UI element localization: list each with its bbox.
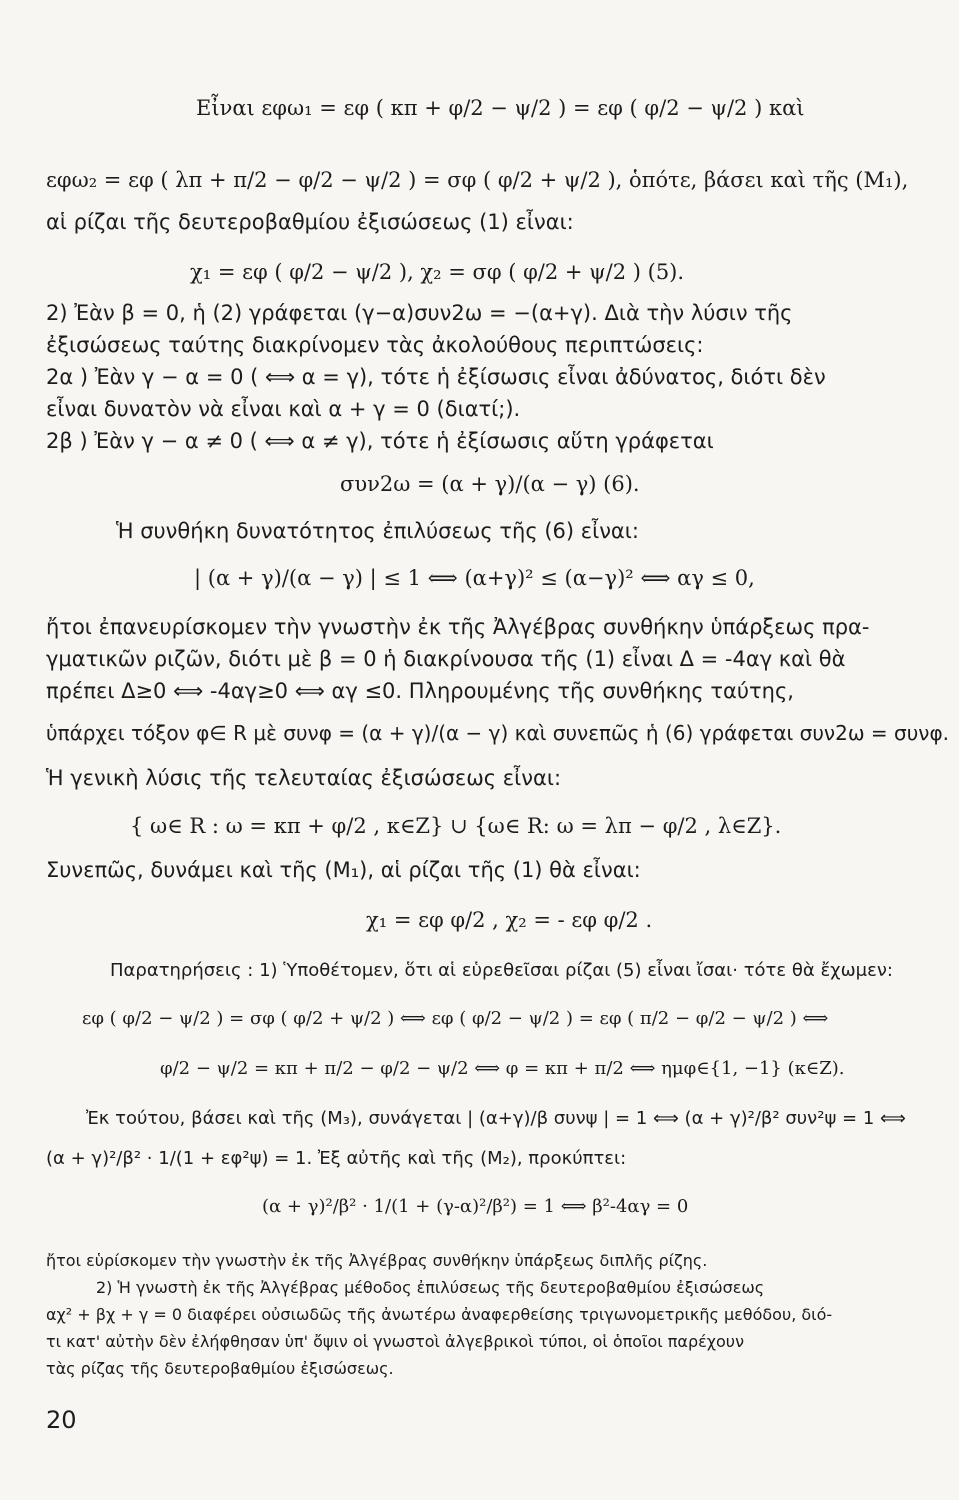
text-line: 2α ) Ἐὰν γ − α = 0 ( ⟺ α = γ), τότε ἡ ἐξίσωσις εἶναι ἀδύνατος, διότι δὲν xyxy=(46,365,826,389)
equation-line: | (α + γ)/(α − γ) | ≤ 1 ⟺ (α+γ)² ≤ (α−γ)² ⟺ αγ ≤ 0, xyxy=(194,566,755,590)
equation-line: χ₁ = εφ φ/2 , χ₂ = - εφ φ/2 . xyxy=(366,908,653,932)
equation-line: (α + γ)²/β² · 1/(1 + (γ-α)²/β²) = 1 ⟺ β²-4αγ = 0 xyxy=(262,1196,689,1217)
text-line: 2) Ἐὰν β = 0, ἡ (2) γράφεται (γ−α)συν2ω = −(α+γ). Διὰ τὴν λύσιν τῆς xyxy=(46,301,793,325)
text-line: Ἡ γενικὴ λύσις τῆς τελευταίας ἐξισώσεως εἶναι: xyxy=(46,766,562,790)
text-line: ἤτοι ἐπανευρίσκομεν τὴν γνωστὴν ἐκ τῆς Ἀλγέβρας συνθήκην ὑπάρξεως πρα- xyxy=(46,615,870,639)
text-line: Ἡ συνθήκη δυνατότητος ἐπιλύσεως τῆς (6) εἶναι: xyxy=(116,519,639,543)
text-line: Συνεπῶς, δυνάμει καὶ τῆς (Μ₁), αἱ ρίζαι τῆς (1) θὰ εἶναι: xyxy=(46,858,641,882)
page-number: 20 xyxy=(46,1406,77,1434)
text-line: (α + γ)²/β² · 1/(1 + εφ²ψ) = 1. Ἐξ αὐτῆς καὶ τῆς (Μ₂), προκύπτει: xyxy=(46,1148,627,1169)
text-line: ἐξισώσεως ταύτης διακρίνομεν τὰς ἀκολούθους περιπτώσεις: xyxy=(46,333,704,357)
text-line: τὰς ρίζας τῆς δευτεροβαθμίου ἐξισώσεως. xyxy=(46,1359,394,1378)
text-line: τι κατ' αὐτὴν δὲν ἐλήφθησαν ὑπ' ὄψιν οἱ γνωστοὶ ἀλγεβρικοὶ τύποι, οἱ ὁποῖοι παρέχουν xyxy=(46,1332,744,1351)
equation-line: { ω∈ R : ω = κπ + φ/2 , κ∈Z} ∪ {ω∈ R: ω = λπ − φ/2 , λ∈Z}. xyxy=(130,814,782,838)
text-line: αἱ ρίζαι τῆς δευτεροβαθμίου ἐξισώσεως (1) εἶναι: xyxy=(46,210,574,234)
text-line: 2β ) Ἐὰν γ − α ≠ 0 ( ⟺ α ≠ γ), τότε ἡ ἐξίσωσις αὕτη γράφεται xyxy=(46,429,714,453)
equation-line: φ/2 − ψ/2 = κπ + π/2 − φ/2 − ψ/2 ⟺ φ = κπ + π/2 ⟺ ημφ∈{1, −1} (κ∈Z). xyxy=(160,1058,845,1079)
text-line: αχ² + βχ + γ = 0 διαφέρει οὐσιωδῶς τῆς ἀνωτέρω ἀναφερθείσης τριγωνομετρικῆς μεθόδου, διό- xyxy=(46,1305,833,1324)
text-line: Ἐκ τούτου, βάσει καὶ τῆς (Μ₃), συνάγεται | (α+γ)/β συνψ | = 1 ⟺ (α + γ)²/β² συν²ψ = 1 ⟺ xyxy=(86,1108,906,1129)
equation-line: συν2ω = (α + γ)/(α − γ) (6). xyxy=(340,472,640,496)
equation-line: Εἶναι εφω₁ = εφ ( κπ + φ/2 − ψ/2 ) = εφ ( φ/2 − ψ/2 ) καὶ xyxy=(196,96,805,120)
text-line: ἤτοι εὑρίσκομεν τὴν γνωστὴν ἐκ τῆς Ἀλγέβρας συνθήκην ὑπάρξεως διπλῆς ρίζης. xyxy=(46,1251,708,1270)
text-line: ὑπάρχει τόξον φ∈ R μὲ συνφ = (α + γ)/(α − γ) καὶ συνεπῶς ἡ (6) γράφεται συν2ω = συνφ. xyxy=(46,721,950,745)
text-line: 2) Ἡ γνωστὴ ἐκ τῆς Ἀλγέβρας μέθοδος ἐπιλύσεως τῆς δευτεροβαθμίου ἐξισώσεως xyxy=(96,1278,765,1297)
text-line: γματικῶν ριζῶν, διότι μὲ β = 0 ἡ διακρίνουσα τῆς (1) εἶναι Δ = -4αγ καὶ θὰ xyxy=(46,647,846,671)
equation-line: χ₁ = εφ ( φ/2 − ψ/2 ), χ₂ = σφ ( φ/2 + ψ/2 ) (5). xyxy=(190,260,685,284)
equation-line: εφ ( φ/2 − ψ/2 ) = σφ ( φ/2 + ψ/2 ) ⟺ εφ ( φ/2 − ψ/2 ) = εφ ( π/2 − φ/2 − ψ/2 ) ⟺ xyxy=(82,1008,829,1029)
remarks-line: Παρατηρήσεις : 1) Ὑποθέτομεν, ὅτι αἱ εὑρεθεῖσαι ρίζαι (5) εἶναι ἴσαι· τότε θὰ ἔχωμεν: xyxy=(110,960,893,981)
text-line: πρέπει Δ≥0 ⟺ -4αγ≥0 ⟺ αγ ≤0. Πληρουμένης τῆς συνθήκης ταύτης, xyxy=(46,679,794,703)
text-line: εἶναι δυνατὸν νὰ εἶναι καὶ α + γ = 0 (διατί;). xyxy=(46,397,521,421)
equation-line: εφω₂ = εφ ( λπ + π/2 − φ/2 − ψ/2 ) = σφ ( φ/2 + ψ/2 ), ὁπότε, βάσει καὶ τῆς (Μ₁), xyxy=(46,168,909,192)
